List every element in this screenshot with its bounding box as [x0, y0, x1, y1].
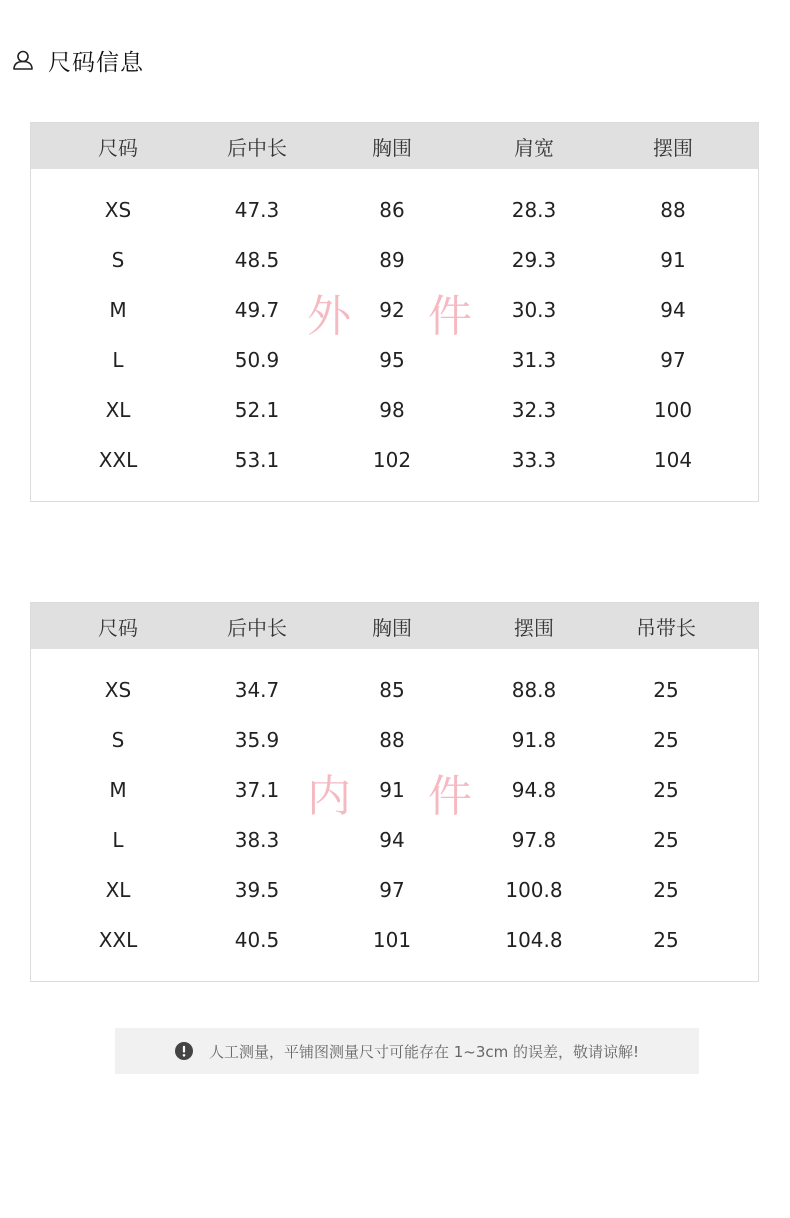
cell-shoulder: 29.3: [511, 248, 557, 272]
table-header-row: [31, 123, 758, 169]
table-row: [31, 915, 758, 965]
header-cell-hem: 摆围: [653, 135, 693, 160]
table-row: [31, 235, 758, 285]
cell-hem: 88: [660, 198, 686, 222]
exclamation-icon: [175, 1042, 193, 1060]
cell-shoulder: 31.3: [511, 348, 557, 372]
cell-back-length: 34.7: [234, 678, 280, 702]
cell-bust: 88: [379, 728, 405, 752]
cell-back-length: 47.3: [234, 198, 280, 222]
header-cell-back-length: 后中长: [227, 615, 287, 640]
header-cell-hem: 摆围: [514, 615, 554, 640]
cell-size: XS: [104, 678, 132, 702]
cell-bust: 92: [379, 298, 405, 322]
section-title: 尺码信息: [48, 49, 144, 76]
cell-back-length: 37.1: [234, 778, 280, 802]
cell-hem: 104: [653, 448, 693, 472]
cell-size: L: [112, 348, 124, 372]
cell-bust: 89: [379, 248, 405, 272]
cell-size: S: [111, 728, 125, 752]
cell-bust: 85: [379, 678, 405, 702]
table-row: [31, 285, 758, 335]
cell-size: M: [109, 298, 127, 322]
cell-hem: 104.8: [505, 928, 563, 952]
table-row: [31, 865, 758, 915]
header-cell-shoulder: 肩宽: [514, 135, 554, 160]
cell-strap-length: 25: [653, 678, 679, 702]
cell-shoulder: 28.3: [511, 198, 557, 222]
cell-back-length: 35.9: [234, 728, 280, 752]
cell-hem: 97.8: [511, 828, 557, 852]
header-cell-size: 尺码: [98, 135, 138, 160]
cell-hem: 97: [660, 348, 686, 372]
cell-strap-length: 25: [653, 778, 679, 802]
watermark-char: 内: [307, 771, 351, 822]
header-cell-strap-length: 吊带长: [636, 615, 696, 640]
header-cell-bust: 胸围: [372, 615, 412, 640]
cell-size: XXL: [98, 448, 138, 472]
cell-back-length: 48.5: [234, 248, 280, 272]
cell-back-length: 52.1: [234, 398, 280, 422]
cell-hem: 91: [660, 248, 686, 272]
cell-hem: 100.8: [505, 878, 563, 902]
table-row: [31, 335, 758, 385]
cell-shoulder: 33.3: [511, 448, 557, 472]
outer-size-table: [30, 122, 759, 502]
watermark-char: 外: [307, 291, 351, 342]
user-icon: [12, 49, 34, 71]
size-info-header: [12, 44, 144, 76]
cell-back-length: 40.5: [234, 928, 280, 952]
table-row: [31, 665, 758, 715]
watermark-char: 件: [428, 771, 472, 822]
table-row: [31, 715, 758, 765]
cell-size: M: [109, 778, 127, 802]
cell-size: L: [112, 828, 124, 852]
table-body: [31, 169, 758, 501]
cell-back-length: 50.9: [234, 348, 280, 372]
table-row: [31, 815, 758, 865]
header-cell-back-length: 后中长: [227, 135, 287, 160]
measurement-notice: [115, 1028, 699, 1074]
cell-size: XL: [105, 878, 131, 902]
cell-back-length: 39.5: [234, 878, 280, 902]
cell-bust: 94: [379, 828, 405, 852]
cell-back-length: 38.3: [234, 828, 280, 852]
cell-back-length: 49.7: [234, 298, 280, 322]
notice-text: 人工测量，平铺图测量尺寸可能存在 1~3cm 的误差，敬请谅解!: [208, 1042, 640, 1061]
table-body: [31, 649, 758, 981]
cell-strap-length: 25: [653, 828, 679, 852]
table-row: [31, 765, 758, 815]
inner-size-table: [30, 602, 759, 982]
cell-size: XL: [105, 398, 131, 422]
header-cell-bust: 胸围: [372, 135, 412, 160]
cell-shoulder: 32.3: [511, 398, 557, 422]
cell-bust: 91: [379, 778, 405, 802]
cell-size: XS: [104, 198, 132, 222]
cell-strap-length: 25: [653, 878, 679, 902]
cell-hem: 88.8: [511, 678, 557, 702]
header-cell-size: 尺码: [98, 615, 138, 640]
cell-bust: 86: [379, 198, 405, 222]
cell-back-length: 53.1: [234, 448, 280, 472]
cell-strap-length: 25: [653, 928, 679, 952]
watermark-char: 件: [428, 291, 472, 342]
cell-strap-length: 25: [653, 728, 679, 752]
cell-size: S: [111, 248, 125, 272]
cell-bust: 102: [372, 448, 412, 472]
table-row: [31, 435, 758, 485]
cell-hem: 94.8: [511, 778, 557, 802]
table-row: [31, 385, 758, 435]
table-row: [31, 185, 758, 235]
cell-shoulder: 30.3: [511, 298, 557, 322]
cell-hem: 100: [653, 398, 693, 422]
cell-bust: 95: [379, 348, 405, 372]
cell-hem: 94: [660, 298, 686, 322]
cell-bust: 97: [379, 878, 405, 902]
cell-bust: 101: [372, 928, 412, 952]
cell-hem: 91.8: [511, 728, 557, 752]
table-header-row: [31, 603, 758, 649]
cell-size: XXL: [98, 928, 138, 952]
cell-bust: 98: [379, 398, 405, 422]
